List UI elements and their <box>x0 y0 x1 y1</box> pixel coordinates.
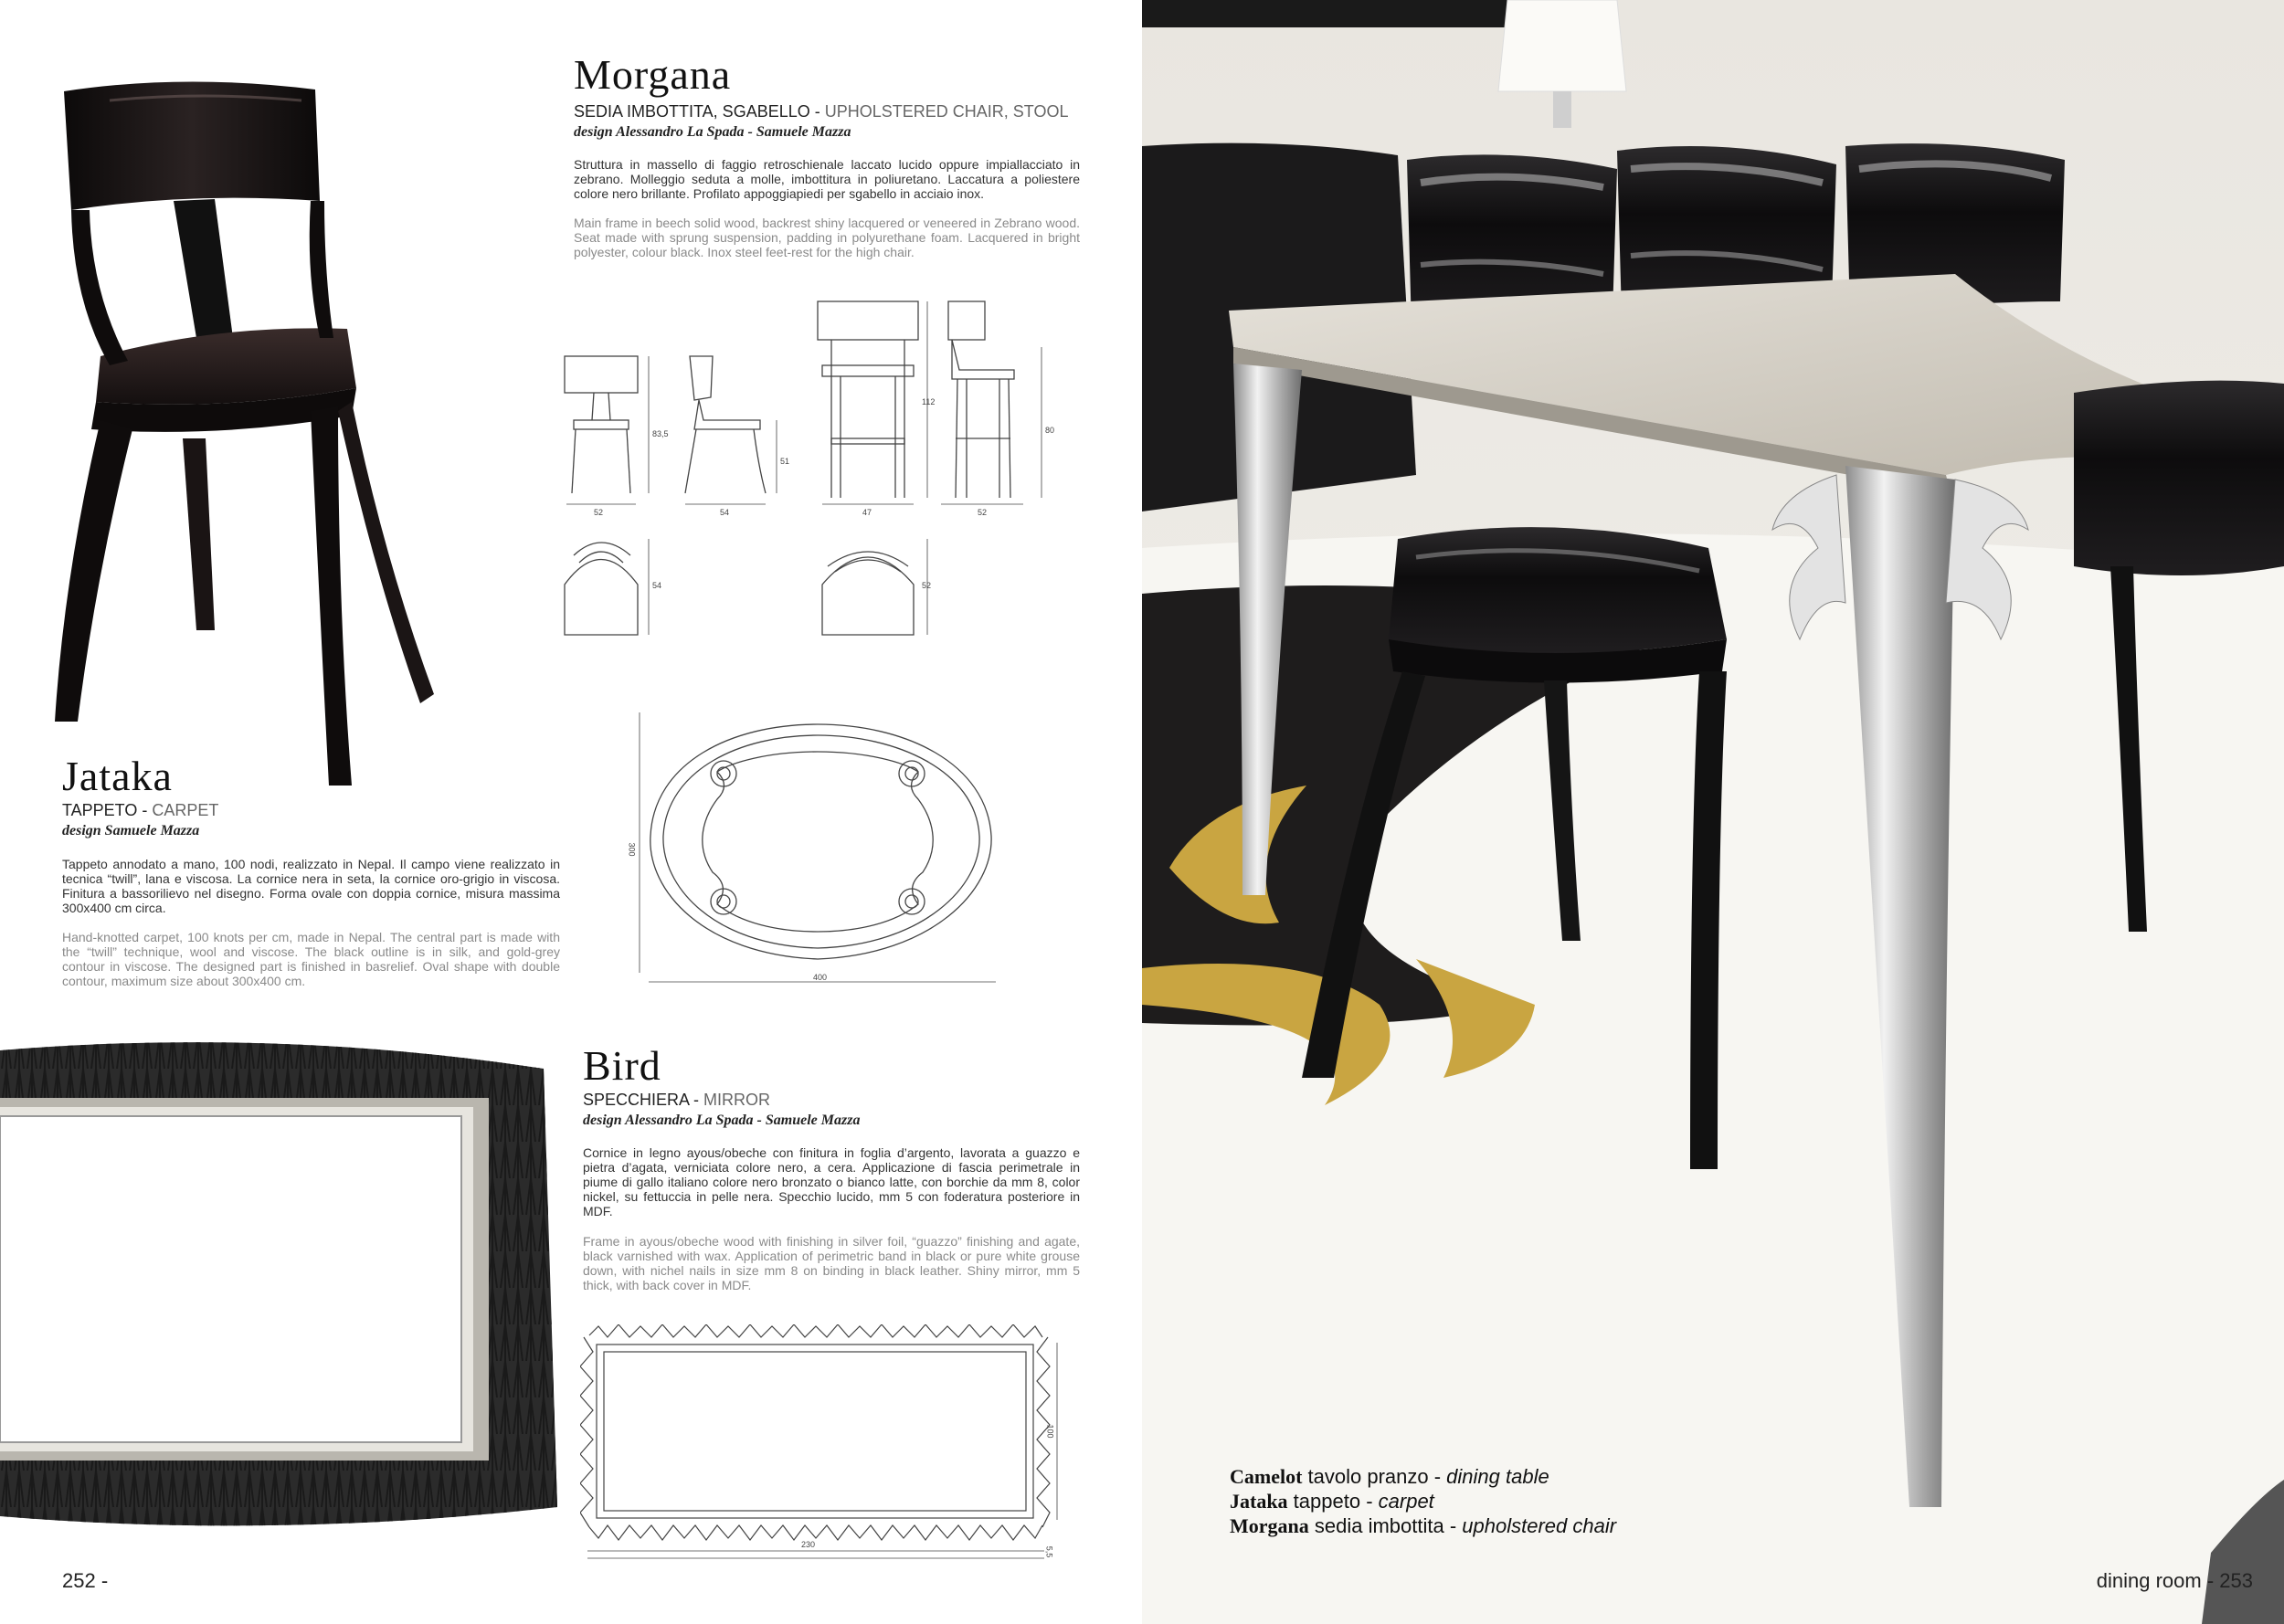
dim-chair-depth: 54 <box>720 508 730 517</box>
caption-en: upholstered chair <box>1462 1514 1617 1537</box>
morgana-chair-photo <box>46 64 539 804</box>
bird-designer: design Alessandro La Spada - Samuele Mazza <box>583 1113 861 1128</box>
morgana-subtitle <box>574 102 1068 121</box>
dim-mirror-height: 100 <box>1045 1424 1055 1439</box>
dim-stool-depth: 52 <box>978 508 988 517</box>
dim-mirror-width: 230 <box>801 1540 816 1549</box>
dim-stool-seat: 80 <box>1045 426 1055 435</box>
bird-title: Bird <box>583 1042 661 1089</box>
dim-carpet-width: 400 <box>813 973 828 982</box>
bird-subtitle <box>583 1091 770 1110</box>
bird-subtitle-en: MIRROR <box>703 1091 771 1109</box>
bird-text-en: Frame in ayous/obeche wood with finishing in silver foil, “guazzo” finishing and agate, black varnished with wax. Application of perimetric band in black or pure white grouse down, with nichel nails in size mm 8 on binding in black leather. Shiny mirror, mm 5 thick, with back cover in MDF. <box>583 1234 1080 1292</box>
bird-subtitle-it: SPECCHIERA - <box>583 1091 704 1109</box>
jataka-text-en: Hand-knotted carpet, 100 knots per cm, made in Nepal. The central part is made with the “twill” technique, wool and viscose. The black outline is in silk, and gold-grey contour in viscose. The designed part is finished in basrelief. Oval shape with double contour, maximum size about 300x400 cm. <box>62 930 560 988</box>
photo-caption <box>1230 1464 1616 1538</box>
jataka-title: Jataka <box>62 753 173 799</box>
jataka-text-it: Tappeto annodato a mano, 100 nodi, realizzato in Nepal. Il campo viene realizzato in tecnica “twill”, lana e viscosa. La cornice nera in seta, la cornice oro-grigio in viscosa. Finitura a bassorilievo nel disegno. Forma ovale con doppia cornice, misura massima 300x400 cm circa. <box>62 857 560 915</box>
caption-product-name: Jataka <box>1230 1490 1288 1513</box>
caption-line <box>1230 1513 1616 1538</box>
bird-mirror-drawing <box>580 1324 1064 1562</box>
caption-it: sedia imbottita - <box>1308 1514 1463 1537</box>
jataka-subtitle <box>62 801 218 820</box>
morgana-designer: design Alessandro La Spada - Samuele Mazza <box>574 124 851 140</box>
jataka-designer: design Samuele Mazza <box>62 823 200 838</box>
dim-chair-height: 83,5 <box>652 429 669 438</box>
jataka-subtitle-en: CARPET <box>152 801 219 819</box>
caption-line <box>1230 1464 1616 1489</box>
caption-it: tavolo pranzo - <box>1302 1465 1447 1488</box>
morgana-text-it: Struttura in massello di faggio retroschienale laccato lucido oppure impiallacciato in zebrano. Molleggio seduta a molle, imbottitura in poliuretano. Laccatura a poliestere colore nero brillante. Profilato appoggiapiedi per sgabello in acciaio inox. <box>574 157 1080 201</box>
jataka-subtitle-it: TAPPETO - <box>62 801 153 819</box>
dim-chair-width: 52 <box>594 508 604 517</box>
jataka-carpet-drawing <box>627 708 1005 986</box>
dining-room-photo <box>1142 0 2284 1624</box>
caption-product-name: Morgana <box>1230 1514 1309 1537</box>
dim-stool-width: 47 <box>862 508 872 517</box>
dim-seat-height: 51 <box>780 457 790 466</box>
caption-en: carpet <box>1378 1490 1434 1513</box>
bird-text-it: Cornice in legno ayous/obeche con finitura in foglia d’argento, lavorata a guazzo e pietra d’agata, verniciata colore nero, a cera. Applicazione di fascia perimetrale in piume di gallo italiano colore nero bronzato o bianco latte, con borchie da mm 8, color nickel, su fettuccia in pelle nera. Specchio lucido, mm 5 con foderatura posteriore in MDF. <box>583 1145 1080 1218</box>
caption-it: tappeto - <box>1287 1490 1379 1513</box>
caption-product-name: Camelot <box>1230 1465 1303 1488</box>
morgana-title: Morgana <box>574 51 732 98</box>
caption-en: dining table <box>1446 1465 1549 1488</box>
dim-mirror-depth: 5,5 <box>1044 1545 1054 1558</box>
morgana-text-en: Main frame in beech solid wood, backrest shiny lacquered or veneered in Zebrano wood. Seat made with sprung suspension, padding in polyurethane foam. Lacquered in bright polyester, colour black. Inox steel feet-rest for the high chair. <box>574 216 1080 259</box>
dim-stool-height: 112 <box>922 397 936 406</box>
dim-carpet-height: 300 <box>627 842 637 857</box>
page-number-right: dining room - 253 <box>2096 1569 2253 1592</box>
morgana-subtitle-it: SEDIA IMBOTTITA, SGABELLO - <box>574 102 825 121</box>
page-number-left: 252 - <box>62 1569 109 1592</box>
morgana-technical-drawings <box>557 292 1069 639</box>
bird-mirror-photo <box>0 1032 562 1534</box>
caption-line <box>1230 1489 1616 1513</box>
dim-plan-stool: 52 <box>922 581 932 590</box>
dim-plan-chair: 54 <box>652 581 662 590</box>
morgana-subtitle-en: UPHOLSTERED CHAIR, STOOL <box>824 102 1069 121</box>
